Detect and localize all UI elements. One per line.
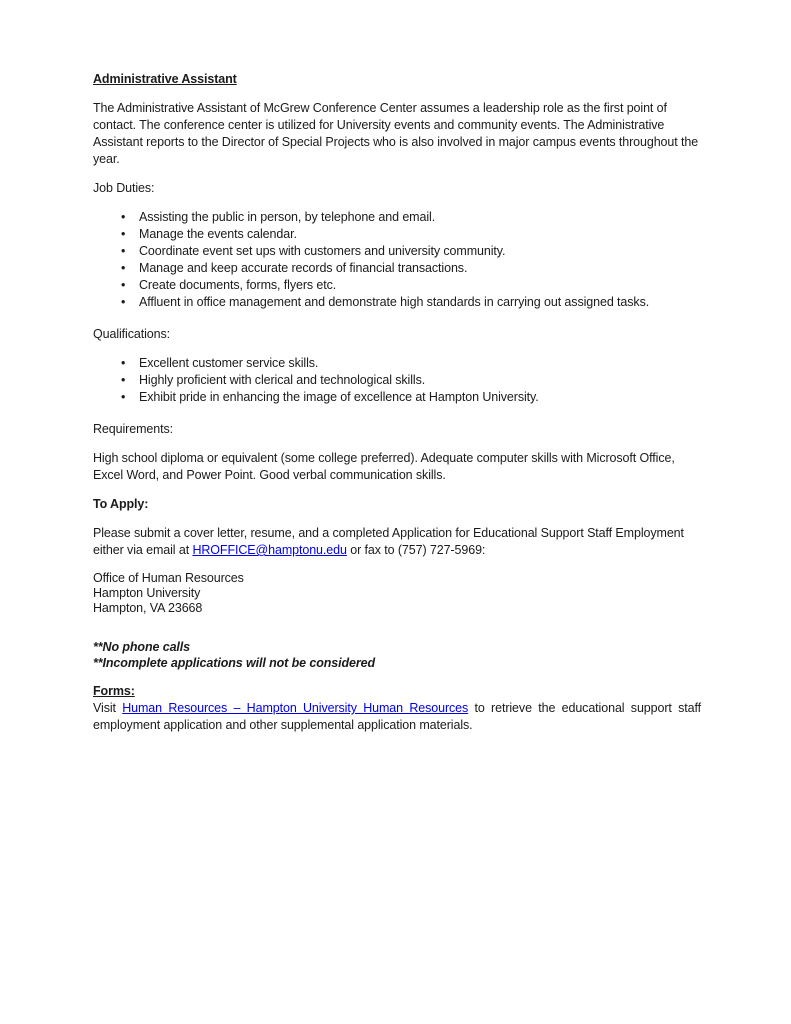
apply-text-after-email: or fax to (757) 727-5969: [346, 543, 486, 557]
forms-text-after-link: to retrieve the educational support staff employment application and other supplemental application materials. [93, 701, 701, 732]
qualification-item: • Highly proficient with clerical and technological skills. [121, 372, 701, 389]
email-link[interactable]: HROFFICE@hamptonu.edu [192, 543, 347, 557]
job-duty-item: • Manage the events calendar. [121, 226, 701, 243]
apply-text-before-email: Please submit a cover letter, resume, and a completed Application for Educational Support Staff Employment either via email at [93, 526, 684, 557]
human-resources-link[interactable]: Human Resources – Hampton University Human Resources [122, 701, 469, 715]
forms-heading: Forms: [93, 684, 135, 698]
address-line: Office of Human Resources [93, 571, 244, 585]
address-line: Hampton, VA 23668 [93, 601, 203, 615]
job-duty-item: • Create documents, forms, flyers etc. [121, 277, 701, 294]
to-apply-heading: To Apply: [93, 497, 149, 511]
forms-paragraph [93, 700, 701, 734]
address-block [93, 571, 701, 616]
qualification-item: • Excellent customer service skills. [121, 355, 701, 372]
job-duties-heading: Job Duties: [93, 181, 155, 195]
apply-paragraph [93, 525, 701, 559]
notes-block [93, 640, 701, 671]
note-line: **No phone calls [93, 640, 191, 654]
address-line: Hampton University [93, 586, 201, 600]
job-duties-list [93, 209, 701, 311]
note-line: **Incomplete applications will not be considered [93, 655, 376, 670]
document-title: Administrative Assistant [93, 72, 237, 86]
job-duty-item: • Coordinate event set ups with customers and university community. [121, 243, 701, 260]
qualifications-list [93, 355, 701, 406]
forms-text-before-link: Visit [93, 701, 123, 715]
intro-paragraph: The Administrative Assistant of McGrew Conference Center assumes a leadership role as the first point of contact. The conference center is utilized for University events and community events. The Administrative Assistant reports to the Director of Special Projects who is also involved in major campus events throughout the year. [93, 101, 699, 166]
job-duty-item: • Affluent in office management and demonstrate high standards in carrying out assigned tasks. [121, 294, 701, 311]
qualifications-heading: Qualifications: [93, 327, 171, 341]
requirements-paragraph: High school diploma or equivalent (some college preferred). Adequate computer skills with Microsoft Office, Excel Word, and Power Point. Good verbal communication skills. [93, 451, 675, 482]
job-duty-item: • Manage and keep accurate records of financial transactions. [121, 260, 701, 277]
qualification-item: • Exhibit pride in enhancing the image of excellence at Hampton University. [121, 389, 701, 406]
job-duty-item: • Assisting the public in person, by telephone and email. [121, 209, 701, 226]
requirements-heading: Requirements: [93, 422, 173, 436]
